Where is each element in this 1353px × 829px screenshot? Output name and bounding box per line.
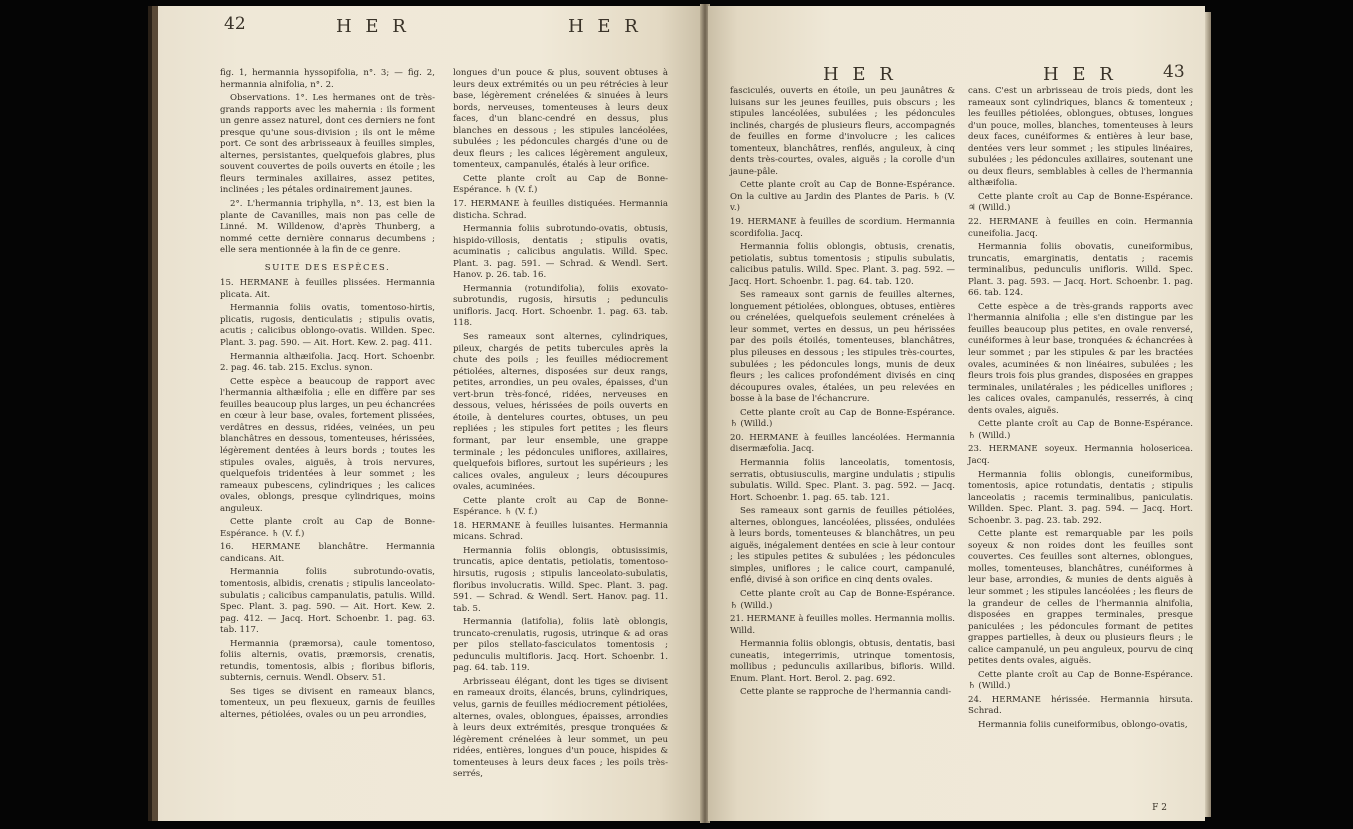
text-paragraph: Hermannia foliis subrotundo-ovatis, tomentosis, albidis, crenatis ; stipulis lanceolato-subulatis ; calicibus campanulatis, patulis. Willd. Spec. Plant. 3. pag. 590. — Ait. Hort. Kew. 2. pag. 412. — Jacq. Hort. Schoenbr. 1. pag. 63. tab. 117. — [220, 567, 435, 636]
text-paragraph: Cette plante est remarquable par les poils soyeux & non roides dont les feuilles sont couvertes. Ces feuilles sont alternes, oblongues, molles, tomenteuses, blanchâtres, cunéiformes à leur base, arrondies, & munies de dents aiguës à leur sommet ; les stipules lancéolées ; les fleurs de la grandeur de celles de l'hermannia alnifolia, disposées en grappes terminales, presque paniculées ; les pédoncules formant de petites grappes partielles, à deux ou plusieurs fleurs ; le calice campanulé, un peu anguleux, pourvu de cinq petites dents ovales, aiguës. — [968, 529, 1193, 667]
text-paragraph: fasciculés, ouverts en étoile, un peu jaunâtres & luisans sur les jeunes feuilles, puis obscurs ; les stipules lancéolées, subulées ; les pédoncules inclinés, chargés de plusieurs fleurs, accompagnés de feuilles en forme d'involucre ; les calices tomenteux, blanchâtres, renflés, anguleux, à cinq dents très-courtes, ovales, aiguës ; la corolle d'un jaune-pâle. — [730, 86, 955, 177]
species-heading: 22. HERMANE à feuilles en coin. Hermannia cuneifolia. Jacq. — [968, 217, 1193, 239]
text-paragraph: Cette plante croît au Cap de Bonne-Espérance. ♄ (V. f.) — [453, 173, 668, 196]
text-paragraph: Hermannia foliis oblongis, cuneiformibus, tomentosis, apice rotundatis, dentatis ; stipulis lanceolatis ; racemis terminalibus, paniculatis. Willden. Spec. Plant. 3. pag. 594. — Jacq. Hort. Schoenbr. 3. pag. 23. tab. 292. — [968, 469, 1193, 526]
text-paragraph: Hermannia (rotundifolia), foliis exovato-subrotundis, rugosis, hirsutis ; pedunculis unifloris. Jacq. Hort. Schoenbr. 1. pag. 63. tab. 118. — [453, 283, 668, 329]
right-running-head: H E R — [823, 64, 897, 85]
species-heading: 20. HERMANE à feuilles lancéolées. Hermannia disermæfolia. Jacq. — [730, 432, 955, 455]
species-heading: 17. HERMANE à feuilles distiquées. Hermannia disticha. Schrad. — [453, 199, 668, 221]
text-paragraph: Hermannia foliis lanceolatis, tomentosis, serratis, obtusiusculis, margine undulatis ; stipulis subulatis. Willd. Spec. Plant. 3. pag. 592. — Jacq. Hort. Schoenbr. 1. pag. 65. tab. 121. — [730, 457, 955, 503]
species-heading: 23. HERMANE soyeux. Hermannia holosericea. Jacq. — [968, 444, 1193, 466]
signature-mark: F 2 — [1152, 803, 1167, 813]
text-paragraph: Hermannia foliis oblongis, obtusis, crenatis, petiolatis, subtus tomentosis ; stipulis subulatis, calicibus patulis. Willd. Spec. Plant. 3. pag. 592. — Jacq. Hort. Schoenbr. 1. pag. 64. tab. 120. — [730, 242, 955, 287]
text-paragraph: Hermannia foliis subrotundo-ovatis, obtusis, hispido-villosis, dentatis ; stipulis ovatis, acuminatis ; calicibus angulatis. Willd. Spec. Plant. 3. pag. 591. — Schrad. & Wendl. Sert. Hanov. p. 26. tab. 16. — [453, 224, 668, 281]
right-page-column-2 — [968, 86, 1193, 734]
text-paragraph: Cette plante se rapproche de l'hermannia candi- — [740, 687, 952, 698]
left-page-column-2 — [453, 68, 668, 783]
text-paragraph: Hermannia foliis ovatis, tomentoso-hirtis, plicatis, rugosis, denticulatis ; stipulis ovatis, acutis ; calicibus oblongo-ovatis. Willden. Spec. Plant. 3. pag. 590. — Ait. Hort. Kew. 2. pag. 411. — [220, 303, 435, 349]
left-page-number: 42 — [224, 14, 246, 34]
text-paragraph: Cette plante croît au Cap de Bonne-Espérance. ♄ (Willd.) — [968, 419, 1193, 441]
text-paragraph: Cette plante croît au Cap de Bonne-Espérance. ♄ (Willd.) — [730, 588, 955, 611]
section-heading: SUITE DES ESPÈCES. — [264, 262, 391, 273]
right-page-column-1 — [730, 86, 955, 701]
left-running-head: H E R — [336, 16, 410, 37]
species-heading: 21. HERMANE à feuilles molles. Hermannia mollis. Willd. — [730, 614, 955, 636]
text-paragraph: Hermannia althæifolia. Jacq. Hort. Schoenbr. 2. pag. 46. tab. 215. Exclus. synon. — [220, 351, 435, 374]
text-paragraph: Cette plante croît au Cap de Bonne-Espérance. ♄ (Willd.) — [730, 407, 955, 430]
text-paragraph: Hermannia (præmorsa), caule tomentoso, foliis alternis, ovatis, præmorsis, crenatis, retundis, tomentosis, albis ; floribus bifloris, subternis, cernuis. Wendl. Observ. 51. — [220, 638, 435, 684]
text-paragraph: Cette plante croît au Cap de Bonne-Espérance. On la cultive au Jardin des Plantes de Paris. ♄ (V. v.) — [730, 180, 955, 214]
species-heading: 15. HERMANE à feuilles plissées. Hermannia plicata. Ait. — [220, 278, 435, 300]
text-paragraph: Hermannia foliis oblongis, obtusissimis, truncatis, apice dentatis, petiolatis, tomentoso-hirsutis, rugosis ; stipulis lanceolato-subulatis, floribus involucratis. Willd. Spec. Plant. 3. pag. 591. — Schrad. & Wendl. Sert. Hanov. pag. 11. tab. 5. — [453, 545, 668, 614]
text-paragraph: Hermannia (latifolia), foliis latè oblongis, truncato-crenulatis, rugosis, utrinque & ad oras per pilos stellato-fasciculatos tomentosis ; pedunculis multifloris. Jacq. Hort. Schoenbr. 1. pag. 64. tab. 119. — [453, 617, 668, 674]
right-page-number: 43 — [1163, 62, 1185, 82]
species-heading: 24. HERMANE hérissée. Hermannia hirsuta. Schrad. — [968, 694, 1193, 717]
right-page-edge — [1205, 12, 1211, 817]
species-heading: 19. HERMANE à feuilles de scordium. Hermannia scordifolia. Jacq. — [730, 217, 955, 239]
text-paragraph: Cette plante croît au Cap de Bonne-Espérance. ♄ (V. f.) — [220, 517, 435, 539]
text-paragraph: cans. C'est un arbrisseau de trois pieds, dont les rameaux sont cylindriques, blancs & tomenteux ; les feuilles pétiolées, oblongues, obtuses, longues d'un pouce, molles, blanches, tomenteuses à leurs deux faces, cunéiformes & entières à leur base, dentées vers leur sommet ; les stipules linéaires, subulées ; les pédoncules axillaires, soutenant une ou deux fleurs, semblables à celles de l'hermannia althæifolia. — [968, 86, 1193, 189]
text-paragraph: Cette plante croît au Cap de Bonne-Espérance. ♄ (V. f.) — [453, 495, 668, 518]
right-page — [708, 6, 1205, 821]
text-paragraph: Cette plante croît au Cap de Bonne-Espérance. ♄ (Willd.) — [968, 669, 1193, 692]
text-paragraph: longues d'un pouce & plus, souvent obtuses à leurs deux extrémités ou un peu rétrécies à leur base, légèrement crénelées & sinuées à leurs bords, nerveuses, tomenteuses à leurs deux faces, d'un blanc-cendré en dessus, plus blanches en dessous ; les stipules lancéolées, subulées ; les pédoncules chargés d'une ou de deux fleurs ; les calices légèrement anguleux, tomenteux, campanulés, étalés à leur orifice. — [453, 68, 668, 171]
left-page-column-1 — [220, 68, 435, 724]
text-paragraph: fig. 1, hermannia hyssopifolia, n°. 3; — fig. 2, hermannia alnifolia, n°. 2. — [220, 68, 435, 90]
text-paragraph: Arbrisseau élégant, dont les tiges se divisent en rameaux droits, élancés, bruns, cylindriques, velus, garnis de feuilles médiocrement pétiolées, alternes, ovales, oblongues, épaisses, arrondies à leurs deux extrémités, presque tronquées & légèrement crénelées à leur sommet, un peu ridées, entières, longues d'un pouce, hispides & tomenteuses à leurs deux faces ; les poils très-serrés, — [453, 676, 668, 780]
text-paragraph: Cette espèce a de très-grands rapports avec l'hermannia alnifolia ; elle s'en distingue par les feuilles beaucoup plus petites, en ovale renversé, cunéiformes à leur base, tronquées & échancrées à leur sommet ; par les stipules & par les bractées ovales, acuminées & non linéaires, subulées ; les fleurs trois fois plus grandes, disposées en grappes terminales, unilatérales ; les pédicelles uniflores ; les calices ovales, campanulés, resserrés, à cinq dents ovales, aiguës. — [968, 301, 1193, 416]
text-paragraph: Ses rameaux sont garnis de feuilles pétiolées, alternes, oblongues, lancéolées, plissées, ondulées à leurs bords, tomenteuses & blanchâtres, un peu aiguës, inégalement dentées en scie à leur contour ; les stipules petites & subulées ; les pédoncules simples, uniflores ; le calice court, campanulé, enflé, divisé à son orifice en cinq dents ovales. — [730, 506, 955, 586]
text-paragraph: Hermannia foliis oblongis, obtusis, dentatis, basi cuneatis, integerrimis, utrinque tomentosis, mollibus ; pedunculis axillaribus, bifloris. Willd. Enum. Plant. Hort. Berol. 2. pag. 692. — [730, 639, 955, 684]
species-heading: 18. HERMANE à feuilles luisantes. Hermannia micans. Schrad. — [453, 520, 668, 543]
species-heading: 16. HERMANE blanchâtre. Hermannia candicans. Ait. — [220, 542, 435, 564]
text-paragraph: 2°. L'hermannia triphylla, n°. 13, est bien la plante de Cavanilles, mais non pas celle de Linné. M. Willdenow, d'après Thunberg, a nommé cette dernière connarus decumbens ; elle sera mentionnée à la fin de ce genre. — [220, 199, 435, 256]
text-paragraph: Ses rameaux sont alternes, cylindriques, pileux, chargés de petits tubercules après la chute des poils ; les feuilles médiocrement pétiolées, alternes, disposées sur deux rangs, petites, arrondies, un peu ovales, épaisses, d'un vert-brun très-foncé, ridées, nerveuses en dessous, velues, hérissées de poils ouverts en étoile, à dentelures courtes, obtuses, un peu repliées ; les stipules fort petites ; les fleurs formant, par leur ensemble, une grappe terminale ; les pédoncules uniflores, axillaires, quelquefois biflores, surtout les supérieurs ; les calices ovales, anguleux ; leurs découpures ovales, acuminées. — [453, 332, 668, 493]
text-paragraph: Ses rameaux sont garnis de feuilles alternes, longuement pétiolées, oblongues, obtuses, entières ou crénelées, quelquefois seulement crénelées à leur sommet, vertes en dessus, un peu hérissées par des poils étoilés, tomenteuses, blanchâtres, plus pileuses en dessous ; les stipules très-courtes, subulées ; les pédoncules longs, munis de deux fleurs ; les calices profondément divisés en cinq découpures ovales, étalées, un peu relevées en bosse à la base de l'échancrure. — [730, 290, 955, 405]
text-paragraph: Hermannia foliis obovatis, cuneiformibus, truncatis, emarginatis, dentatis ; racemis terminalibus, pedunculis unifloris. Willd. Spec. Plant. 3. pag. 593. — Jacq. Hort. Schoenbr. 1. pag. 66. tab. 124. — [968, 242, 1193, 299]
left-page — [158, 6, 703, 821]
right-running-head-second: H E R — [1043, 64, 1117, 85]
text-paragraph: Hermannia foliis cuneiformibus, oblongo-ovatis, — [978, 719, 1188, 730]
text-paragraph: Cette plante croît au Cap de Bonne-Espérance. ♃ (Willd.) — [968, 191, 1193, 214]
text-paragraph: Observations. 1°. Les hermanes ont de très-grands rapports avec les mahernia : ils forment un genre assez naturel, dont ces derniers ne font presque qu'une sous-division ; ils ont le même port. Ce sont des arbrisseaux à feuilles simples, alternes, persistantes, quelquefois glabres, plus souvent couvertes de poils ouverts en étoile ; les fleurs terminales axillaires, assez petites, inclinées ; les pétales ordinairement jaunes. — [220, 93, 435, 196]
text-paragraph: Ses tiges se divisent en rameaux blancs, tomenteux, un peu flexueux, garnis de feuilles alternes, pétiolées, ovales ou un peu arrondies, — [220, 686, 435, 720]
left-running-head-second: H E R — [568, 16, 642, 37]
text-paragraph: Cette espèce a beaucoup de rapport avec l'hermannia althæifolia ; elle en diffère par ses feuilles beaucoup plus larges, un peu échancrées en cœur à leur base, ovales, fortement plissées, verdâtres en dessus, ridées, veinées, un peu blanchâtres en dessous, tomenteuses, hérissées, légèrement dentées à leurs bords ; toutes les stipules ovales, aiguës, à trois nervures, quelquefois tridentées à leur sommet ; les rameaux pubescens, cylindriques ; les calices ovales, oblongs, presque cylindriques, moins anguleux. — [220, 376, 435, 514]
